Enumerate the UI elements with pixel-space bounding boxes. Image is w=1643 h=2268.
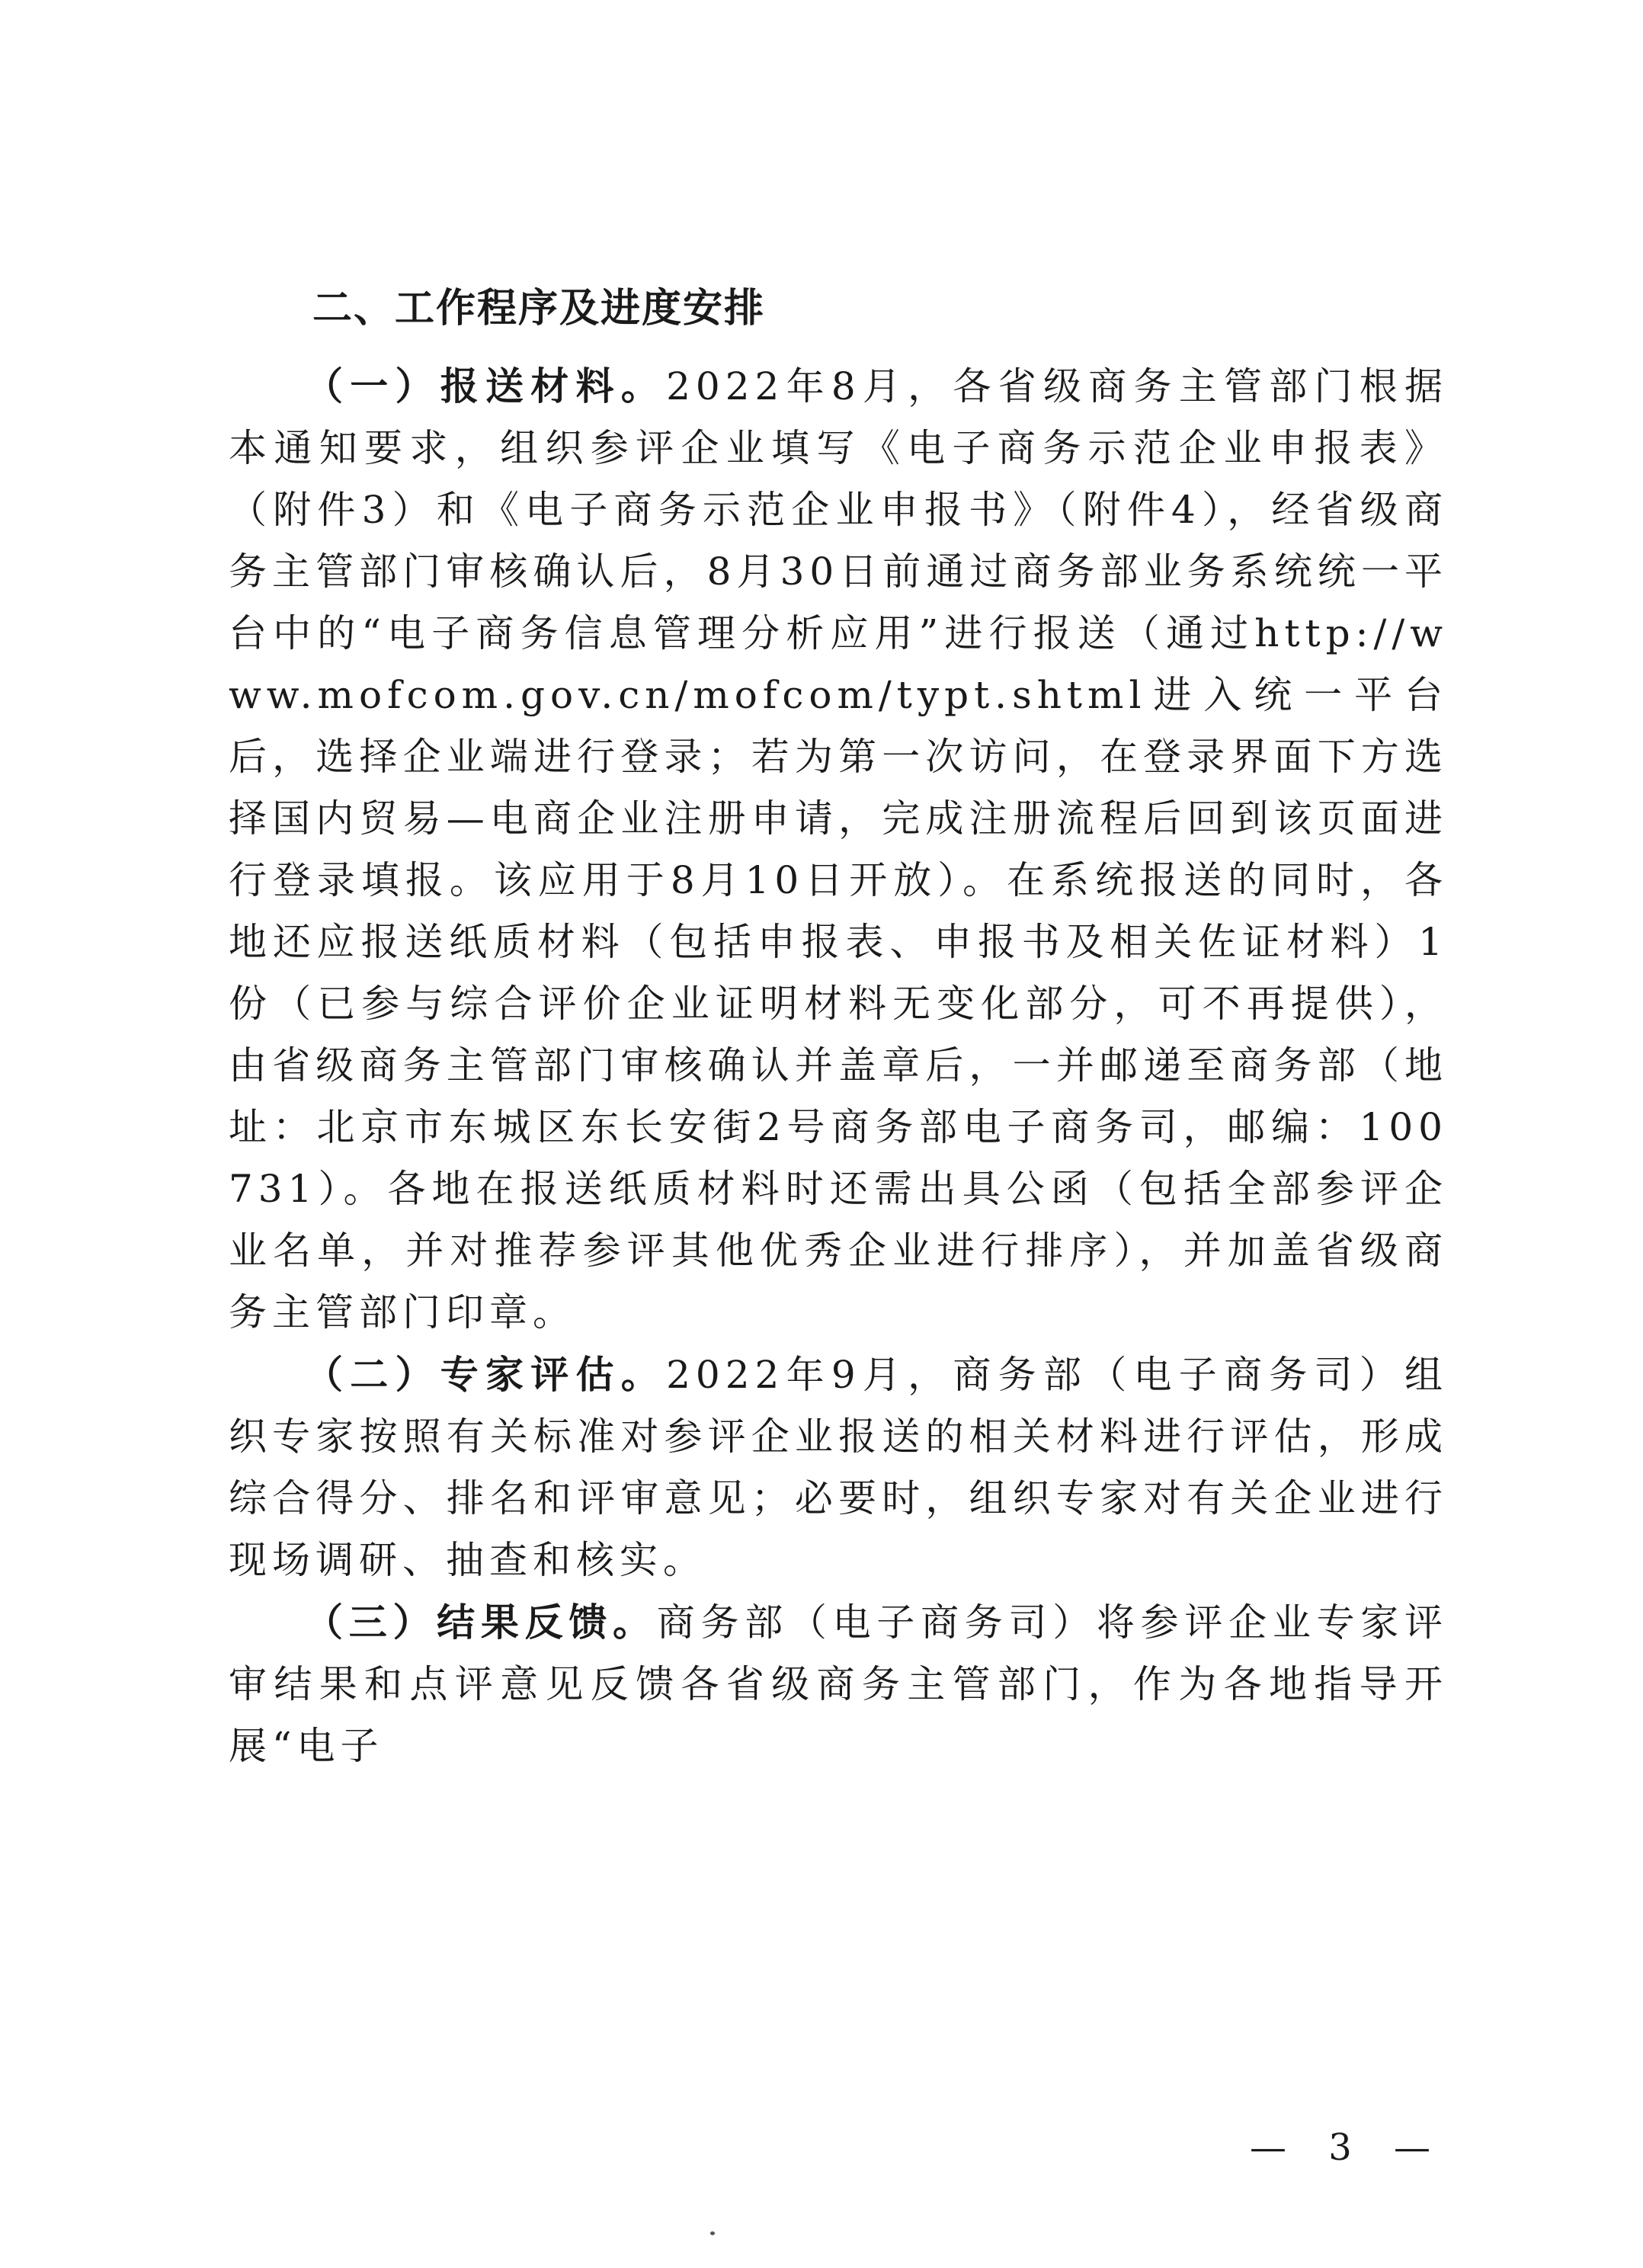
page-number: — 3 —	[1250, 2126, 1446, 2169]
paragraph-text: 2022年8月，各省级商务主管部门根据本通知要求，组织参评企业填写《电子商务示范企业申报表》（附件3）和《电子商务示范企业申报书》（附件4），经省级商务主管部门审核确认后，8月30日前通过商务部业务系统统一平台中的“电子商务信息管理分析应用”进行报送（通过http://www.mofcom.gov.cn/mofcom/typt.shtml进入统一平台后，选择企业端进行登录；若为第一次访问，在登录界面下方选择国内贸易—电商企业注册申请，完成注册流程后回到该页面进行登录填报。该应用于8月10日开放）。在系统报送的同时，各地还应报送纸质材料（包括申报表、申报书及相关佐证材料）1份（已参与综合评价企业证明材料无变化部分，可不再提供），由省级商务主管部门审核确认并盖章后，一并邮递至商务部（地址：北京市东城区东长安街2号商务部电子商务司，邮编：100731）。各地在报送纸质材料时还需出具公函（包括全部参评企业名单，并对推荐参评其他优秀企业进行排序），并加盖省级商务主管部门印章。	[229, 364, 1449, 1334]
paragraph-expert-evaluation	[229, 1344, 1448, 1591]
paragraph-text: 2022年9月，商务部（电子商务司）组织专家按照有关标准对参评企业报送的相关材料进行评估，形成综合得分、排名和评审意见；必要时，组织专家对有关企业进行现场调研、抽查和核实。	[229, 1353, 1449, 1582]
section-heading: 二、工作程序及进度安排	[312, 285, 766, 332]
scan-speck	[710, 2231, 715, 2235]
body-text	[229, 355, 1448, 1777]
paragraph-lead: （三）结果反馈。	[305, 1600, 657, 1645]
paragraph-lead: （一）报送材料。	[305, 364, 667, 408]
paragraph-result-feedback	[229, 1591, 1448, 1777]
paragraph-lead: （二）专家评估。	[305, 1352, 667, 1397]
paragraph-submit-materials	[229, 355, 1448, 1344]
paragraph-text: 商务部（电子商务司）将参评企业专家评审结果和点评意见反馈各省级商务主管部门，作为各地指导开展“电子	[229, 1600, 1449, 1768]
